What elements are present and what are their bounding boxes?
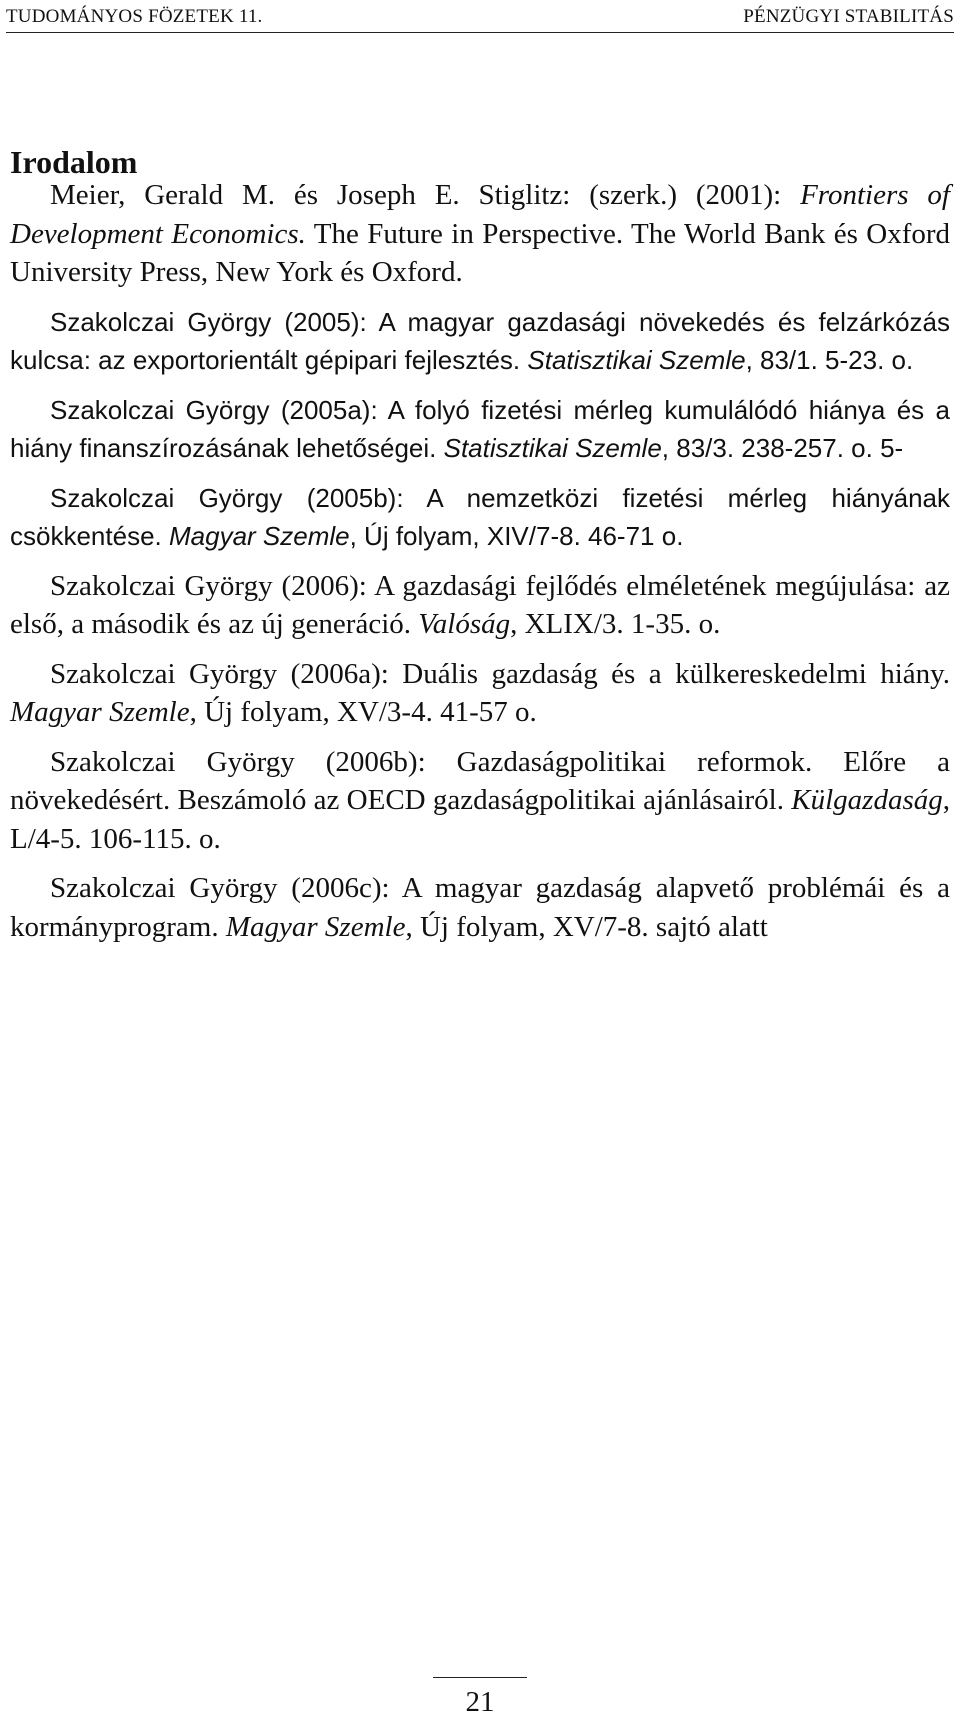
- reference-text: , Új folyam, XIV/7-8. 46-71 o.: [349, 521, 684, 551]
- reference-item: [10, 655, 950, 732]
- reference-text: , L/4-5. 106-115. o.: [10, 784, 950, 855]
- reference-text: , 83/1. 5-23. o.: [745, 345, 914, 375]
- reference-italic-title: Magyar Szemle: [225, 910, 406, 943]
- reference-item: [10, 567, 950, 644]
- header-journal-title: TUDOMÁNYOS FÖZETEK 11.: [6, 6, 263, 27]
- reference-italic-title: Külgazdaság: [791, 784, 943, 816]
- reference-italic-title: Magyar Szemle: [168, 521, 350, 551]
- reference-italic-title: Magyar Szemle: [10, 696, 190, 728]
- reference-text: , Új folyam, XV/3-4. 41-57 o.: [189, 696, 537, 728]
- section-title: Irodalom: [10, 144, 138, 180]
- reference-text: , XLIX/3. 1-35. o.: [510, 608, 721, 640]
- reference-text: Szakolczai György (2006a): Duális gazdaság és a külkereskedelmi hiány.: [50, 657, 950, 690]
- reference-text: The Future in Perspective. The World Bank és Oxford University Press, New York és Oxford.: [10, 217, 951, 288]
- reference-text: Szakolczai György (2006c): A magyar gazdaság alapvető problémái és a kormányprogram.: [10, 872, 950, 943]
- page-number: 21: [465, 1686, 495, 1718]
- reference-text: Szakolczai György (2005b): A nemzetközi fizetési mérleg hiányának csökkentése.: [10, 482, 950, 551]
- reference-italic-title: Valóság: [418, 608, 511, 640]
- reference-italic-title: Statisztikai Szemle: [443, 433, 662, 463]
- reference-item: [10, 479, 950, 556]
- reference-text: , 83/3. 238-257. o. 5-: [661, 433, 904, 463]
- reference-text: Szakolczai György (2005): A magyar gazdasági növekedés és felzárkózás kulcsa: az exportorientált gépipari fejlesztés.: [10, 306, 950, 375]
- reference-italic-title: Frontiers of Development Economics.: [10, 179, 950, 250]
- reference-item: [10, 391, 950, 468]
- reference-text: Szakolczai György (2006): A gazdasági fejlődés elméletének megújulása: az első, a második és az új generáció.: [10, 569, 950, 640]
- reference-text: Szakolczai György (2005a): A folyó fizetési mérleg kumulálódó hiánya és a hiány finanszírozásának lehetőségei.: [10, 394, 950, 463]
- footer-divider: [433, 1677, 527, 1678]
- reference-text: Szakolczai György (2006b): Gazdaságpolitikai reformok. Előre a növekedésért. Beszámoló az OECD gazdaságpolitikai ajánlásairól.: [10, 745, 950, 816]
- running-header: [6, 4, 954, 33]
- reference-item: [10, 176, 950, 292]
- reference-item: [10, 743, 950, 859]
- reference-italic-title: Statisztikai Szemle: [527, 345, 746, 375]
- reference-item: [10, 303, 950, 380]
- reference-text: Meier, Gerald M. és Joseph E. Stiglitz: (szerk.) (2001):: [50, 179, 801, 211]
- reference-list: [10, 176, 950, 957]
- header-section-title: PÉNZÜGYI STABILITÁS: [743, 6, 954, 27]
- reference-text: , Új folyam, XV/7-8. sajtó alatt: [405, 910, 768, 943]
- reference-item: [10, 869, 950, 946]
